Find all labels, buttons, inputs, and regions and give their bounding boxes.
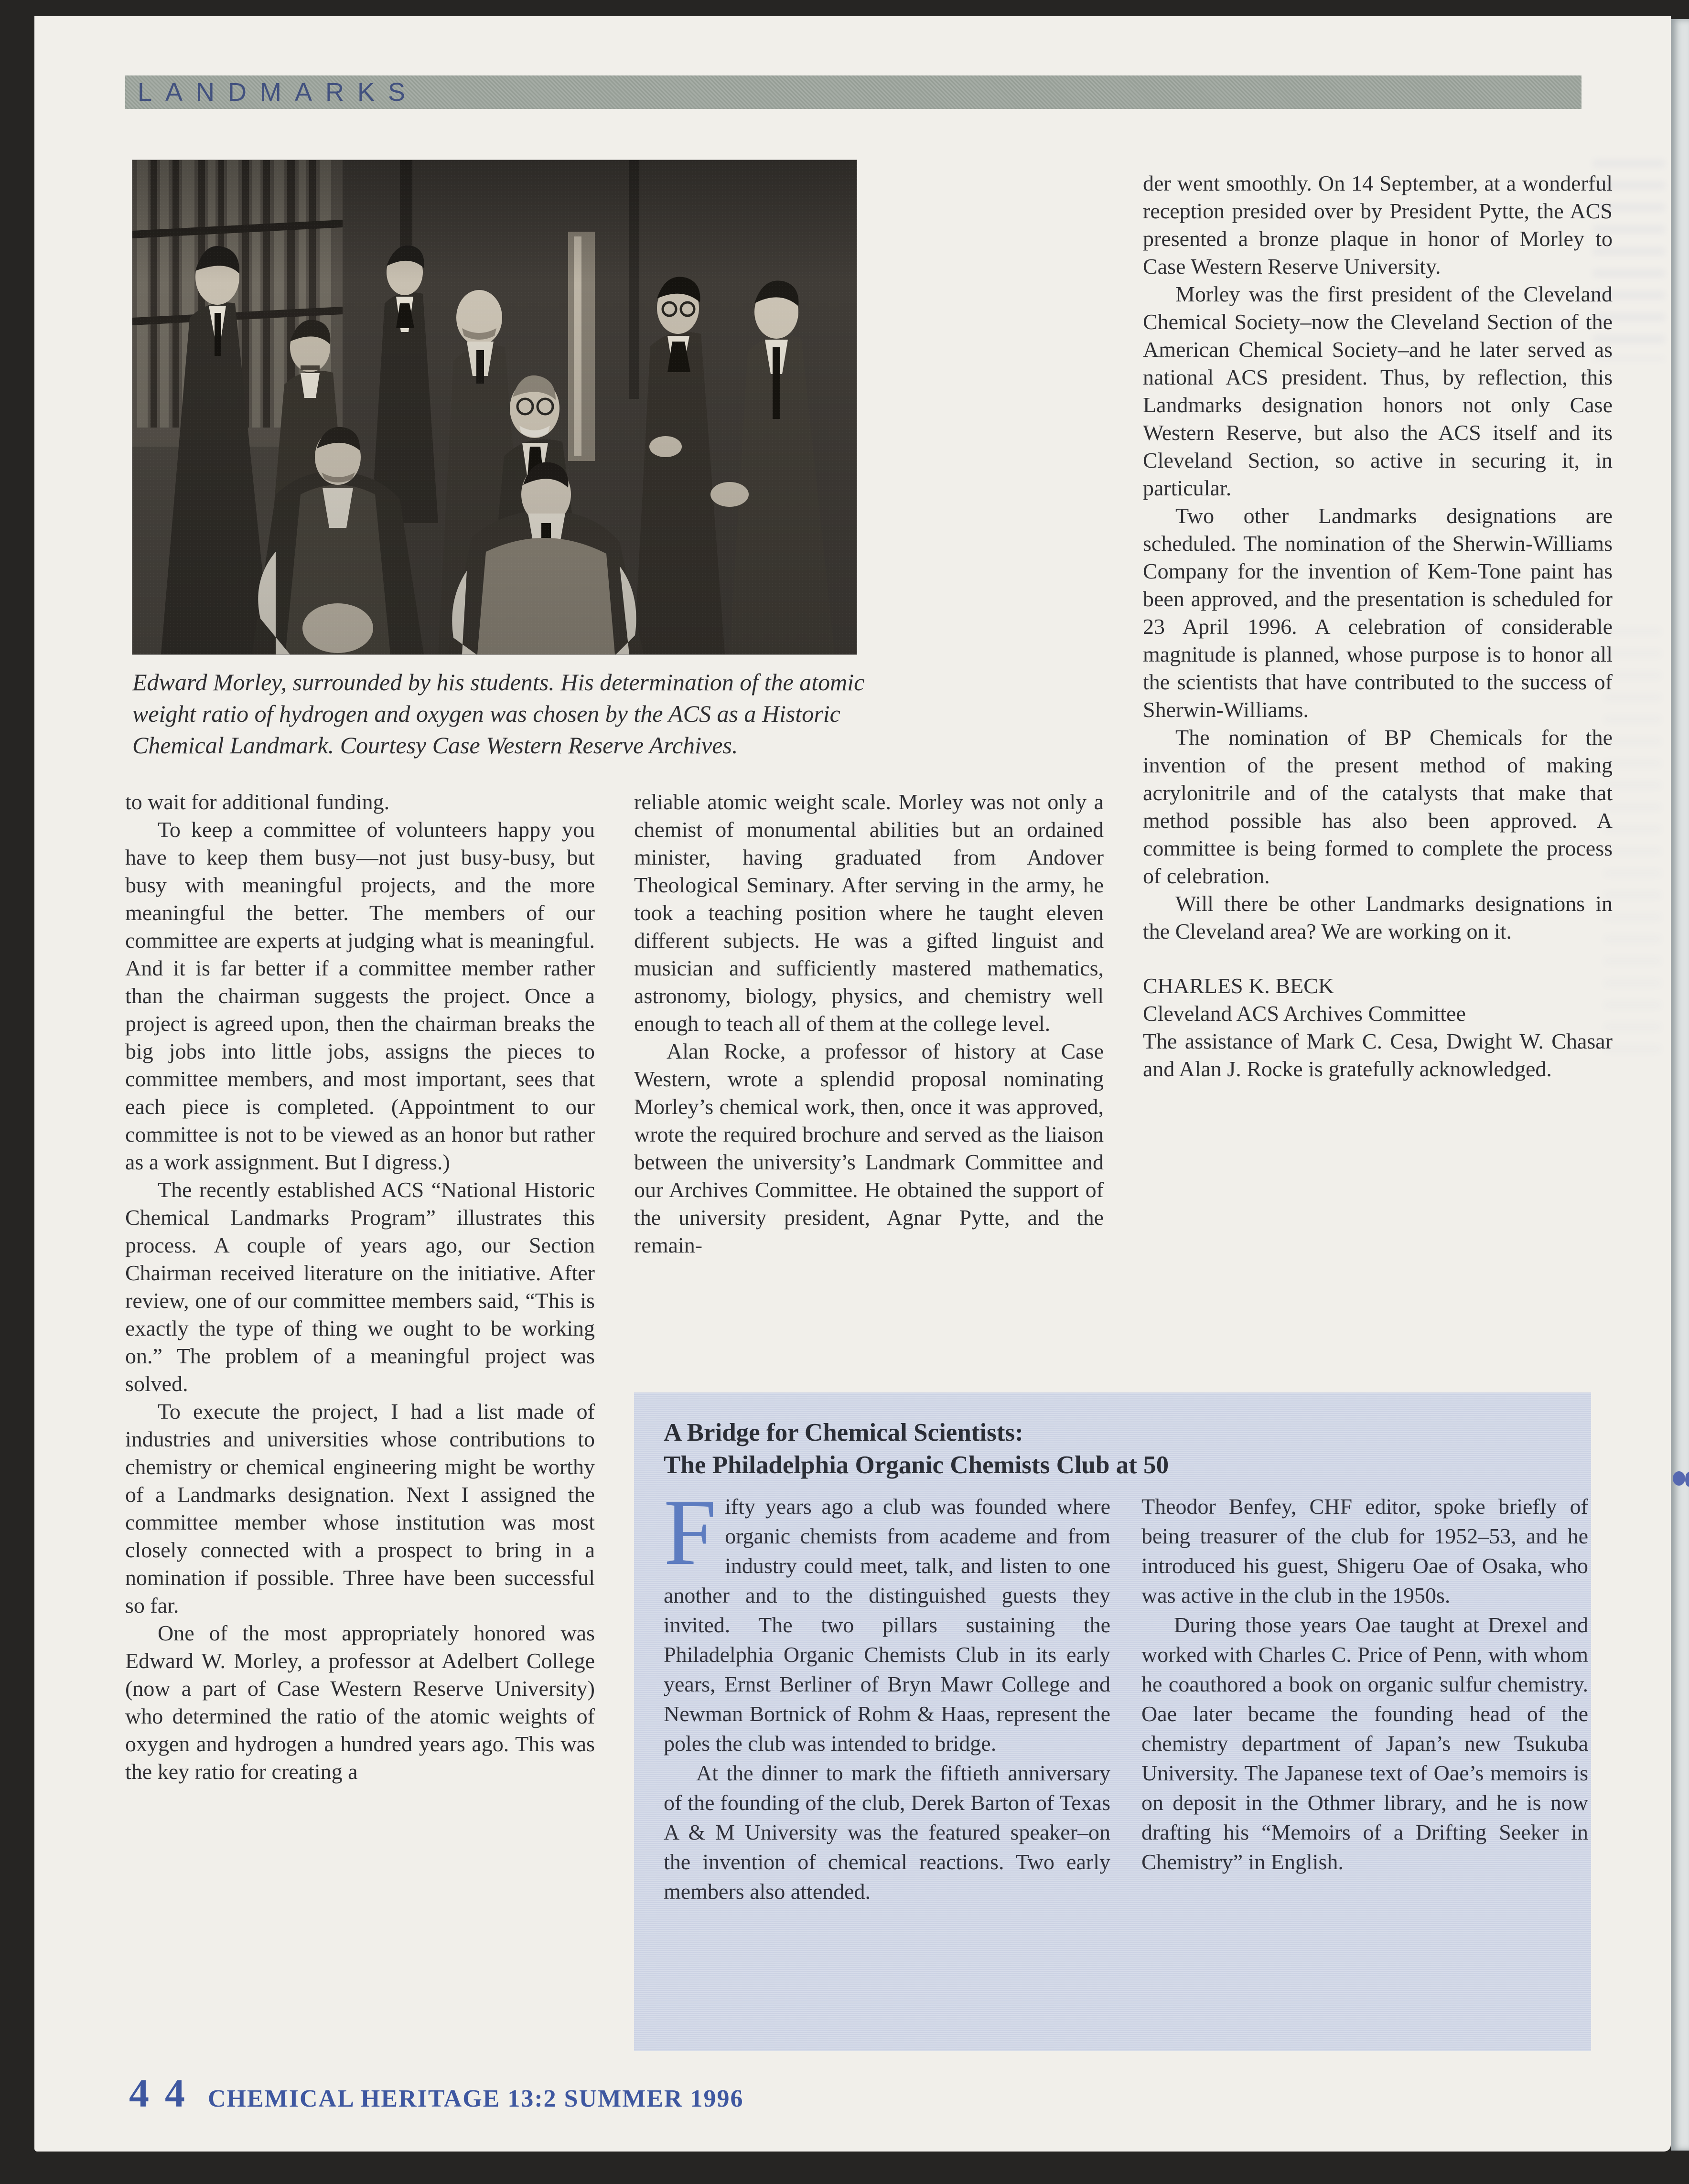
adjacent-page-edge	[1671, 19, 1689, 2151]
paragraph: Theodor Benfey, CHF editor, spoke briefly of being treasurer of the club for 1952–53, and he introduced his guest, Shigeru Oae of Osaka, who was active in the club in the 1950s.	[1141, 1494, 1588, 1607]
author-affiliation: Cleveland ACS Archives Committee	[1143, 1001, 1466, 1026]
paragraph: At the dinner to mark the fiftieth anniversary of the founding of the club, Derek Barton of Texas A & M University was the featured speaker–on the invention of chemical reactions. Two early members also attended.	[664, 1761, 1110, 1904]
paragraph: To execute the project, I had a list made of industries and universities whose contributions to chemistry or chemical engineering might be worthy of a Landmarks designation. Next I assigned the committee member whose institution was most closely connected with a prospect to bring in a nomination if possible. Three have been successful so far.	[125, 1399, 595, 1617]
bleed-through-ghost	[1604, 628, 1661, 1058]
photo-caption: Edward Morley, surrounded by his students. His determination of the atomic weight ratio of hydrogen and oxygen was chosen by the ACS as a Historic Chemical Landmark. Courtesy Case Western Reserve Archives.	[132, 669, 865, 759]
bleed-through-dot	[1685, 1472, 1689, 1487]
paragraph: During those years Oae taught at Drexel and worked with Charles C. Price of Penn, with whom he coauthored a book on organic sulfur chemistry. Oae later became the founding head of the chemistry department of Japan’s new Tsukuba University. The Japanese text of Oae’s memoirs is on deposit in the Othmer library, and he is now drafting his “Memoirs of a Drifting Seeker in Chemistry” in English.	[1141, 1613, 1588, 1874]
article-column-1	[125, 788, 595, 1786]
paragraph-text: ifty years ago a club was founded where organic chemists from academe and from industry could meet, talk, and listen to one another and to the distinguished guests they invited. The two pillars sustaining the Philadelphia Organic Chemists Club in its early years, Ernst Berliner of Bryn Mawr College and Newman Bortnick of Rohm & Haas, represent the poles the club was intended to bridge.	[664, 1494, 1110, 1756]
sidebar-box	[634, 1392, 1591, 2051]
article-column-2	[634, 788, 1104, 1259]
page-footer	[129, 2070, 744, 2117]
paragraph: To keep a committee of volunteers happy you have to keep them busy—not just busy-busy, but busy with meaningful projects, and the more meaningful the better. The members of our committee are experts at judging what is meaningful. And it is far better if a committee member rather than the chairman suggests the project. Once a project is agreed upon, then the chairman breaks the big jobs into little jobs, assigns the pieces to committee members, and most important, sees that each piece is completed. (Appointment to our committee is not to be viewed as an honor but rather as a work assignment. But I digress.)	[125, 817, 595, 1174]
paragraph: to wait for additional funding.	[125, 790, 390, 814]
sidebar-box-title	[664, 1416, 1571, 1481]
journal-issue-line: CHEMICAL HERITAGE 13:2 SUMMER 1996	[208, 2085, 744, 2112]
paragraph: One of the most appropriately honored was Edward W. Morley, a professor at Adelbert College (now a part of Case Western Reserve University) who determined the ratio of the atomic weights of oxygen and hydrogen a hundred years ago. This was the key ratio for creating a	[125, 1621, 595, 1784]
sidebar-box-column-2	[1141, 1492, 1588, 1877]
paragraph: reliable atomic weight scale. Morley was not only a chemist of monumental abilities but an ordained minister, having graduated from Andover Theological Seminary. After serving in the army, he took a teaching position where he taught eleven different subjects. He was a gifted linguist and musician and sufficiently mastered mathematics, astronomy, biology, physics, and chemistry well enough to teach all of them at the college level.	[634, 790, 1104, 1036]
paragraph: The nomination of BP Chemicals for the invention of the present method of making acrylonitrile and of the catalysts that make that method possible has also been approved. A committee is being formed to complete the process of celebration.	[1143, 725, 1613, 888]
paragraph: Two other Landmarks designations are scheduled. The nomination of the Sherwin-Williams Company for the invention of Kem-Tone paint has been approved, and the presentation is scheduled for 23 April 1996. A celebration of considerable magnitude is planned, whose purpose is to honor all the scientists that have contributed to the success of Sherwin-Williams.	[1143, 503, 1613, 722]
article-column-3	[1143, 170, 1613, 1083]
morley-group-photo	[132, 160, 857, 654]
sidebar-box-title-line1: A Bridge for Chemical Scientists:	[664, 1419, 1023, 1446]
morley-group-photo-illustration	[132, 160, 857, 654]
author-signature	[1143, 972, 1613, 1028]
sidebar-box-column-1	[664, 1480, 1110, 1906]
paragraph: Alan Rocke, a professor of history at Case Western, wrote a splendid proposal nominating Morley’s chemical work, then, once it was approved, wrote the required brochure and served as the liaison between the university’s Landmark Committee and our Archives Committee. He obtained the support of the university president, Agnar Pytte, and the remain-	[634, 1039, 1104, 1257]
bleed-through-dot	[1673, 1471, 1685, 1486]
paragraph: Will there be other Landmarks designations in the Cleveland area? We are working on it.	[1143, 891, 1613, 943]
dropcap-letter: F	[664, 1480, 717, 1584]
sidebar-box-title-line2: The Philadelphia Organic Chemists Club at 50	[664, 1451, 1169, 1479]
paragraph	[664, 1480, 1110, 1758]
section-label: LANDMARKS	[138, 78, 419, 107]
paragraph: Morley was the first president of the Cleveland Chemical Society–now the Cleveland Section of the American Chemical Society–and he later served as national ACS president. Thus, by reflection, this Landmarks designation honors not only Case Western Reserve, but also the ACS itself and its Cleveland Section, so active in securing it, in particular.	[1143, 282, 1613, 500]
page-number: 4 4	[129, 2071, 188, 2116]
section-header-bar	[125, 75, 1581, 109]
author-name: CHARLES K. BECK	[1143, 974, 1334, 998]
magazine-page	[34, 16, 1671, 2152]
paragraph: The recently established ACS “National Historic Chemical Landmarks Program” illustrates this process. A couple of years ago, our Section Chairman received literature on the initiative. After review, one of our committee members said, “This is exactly the type of thing we ought to be working on.” The problem of a meaningful project was solved.	[125, 1178, 595, 1396]
acknowledgment: The assistance of Mark C. Cesa, Dwight W. Chasar and Alan J. Rocke is gratefully acknowledged.	[1143, 1029, 1613, 1081]
paragraph: der went smoothly. On 14 September, at a wonderful reception presided over by President Pytte, the ACS presented a bronze plaque in honor of Morley to Case Western Reserve University.	[1143, 171, 1613, 278]
